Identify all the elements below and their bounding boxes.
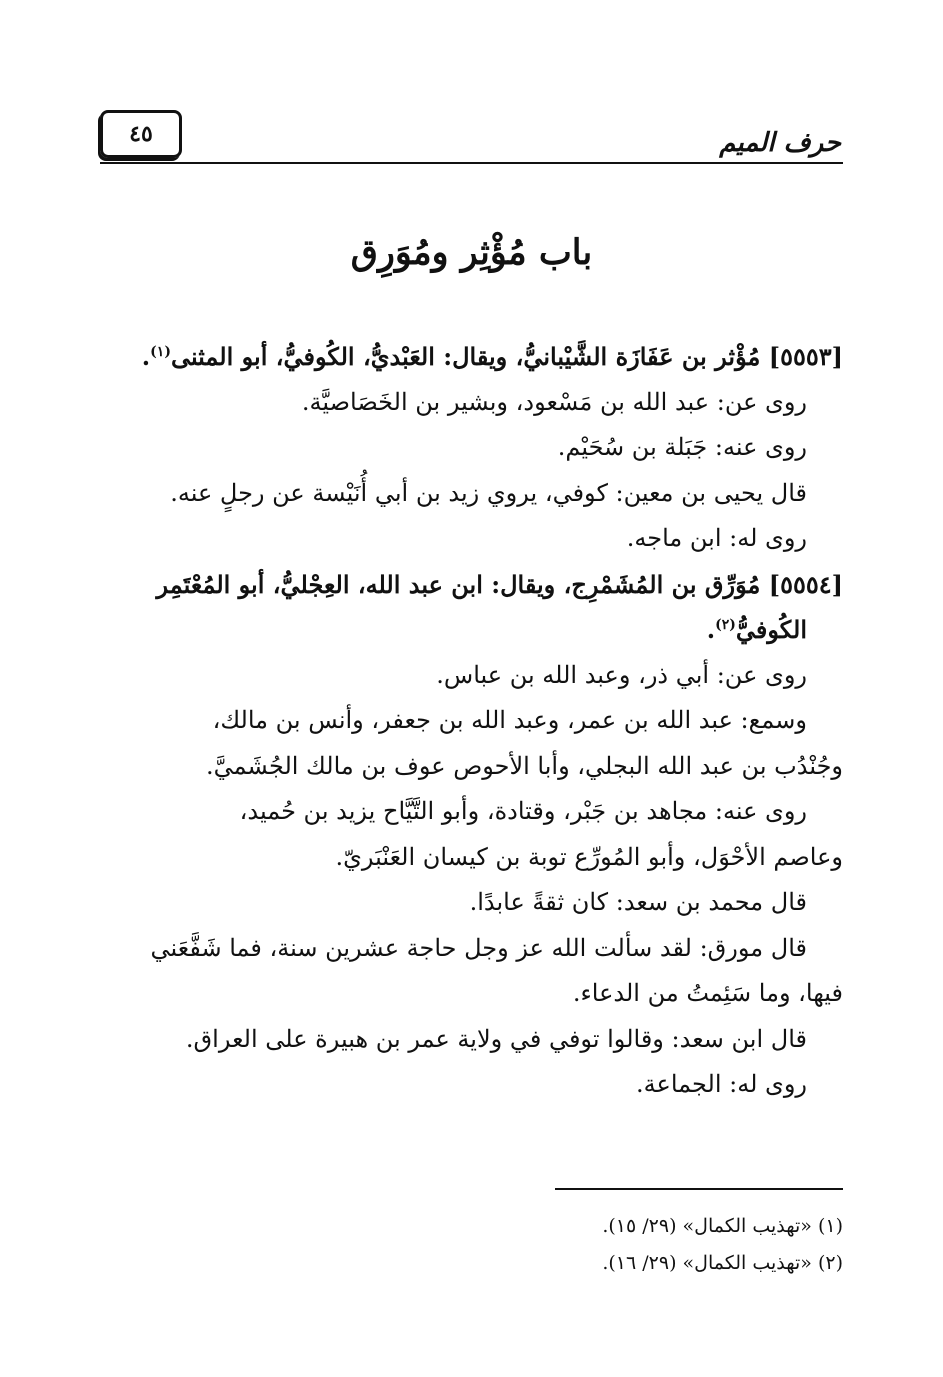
chapter-title: باب مُؤْثِر ومُوَرِق: [350, 232, 593, 273]
entry-heading-text: [٥٥٥٣] مُؤْثر بن عَفَازَة الشَّيْبانيُّ، ويقال: العَبْديُّ، الكُوفيُّ، أبو المثنى: [170, 342, 843, 371]
entry-heading: [100, 334, 843, 380]
header-rule: [100, 162, 843, 164]
text-line: روى له: ابن ماجه.: [626, 524, 807, 552]
text-line: روى عنه: مجاهد بن جَبْر، وقتادة، وأبو التَّيَّاح يزيد بن حُميد،: [239, 797, 807, 825]
footnotes: [100, 1208, 843, 1282]
text-line: قال ابن سعد: وقالوا توفي في ولاية عمر بن هبيرة على العراق.: [185, 1024, 807, 1053]
entry-heading-continued: [100, 607, 843, 653]
text-line: فيها، وما سَئِمتُ من الدعاء.: [572, 979, 843, 1007]
heading-end: .: [706, 615, 716, 644]
heading-end: .: [141, 342, 151, 371]
text-line: قال مورق: لقد سألت الله عز وجل حاجة عشرين سنة، فما شَفَّعَني: [150, 933, 807, 962]
footnote: (٢) «تهذيب الكمال» (٢٩/ ١٦).: [602, 1252, 843, 1274]
entry-heading-text: الكُوفيُّ: [735, 615, 807, 644]
text-line: روى عن: أبي ذر، وعبد الله بن عباس.: [436, 660, 807, 689]
text-line: قال يحيى بن معين: كوفي، يروي زيد بن أبي أُنَيْسة عن رجلٍ عنه.: [170, 478, 807, 507]
text-line: قال محمد بن سعد: كان ثقةً عابدًا.: [469, 888, 807, 916]
text-line: روى عنه: جَبَلة بن سُحَيْم.: [557, 433, 807, 461]
main-text: [100, 334, 843, 1108]
page-header: [100, 110, 843, 164]
running-title: حرف الميم: [719, 128, 841, 158]
page-number: ٤٥: [100, 110, 182, 158]
text-line: وعاصم الأحْوَل، وأبو المُورِّع توبة بن كيسان العَنْبَريّ.: [335, 842, 843, 871]
footnote-marker: (٢): [715, 617, 736, 633]
text-line: روى له: الجماعة.: [636, 1070, 807, 1098]
footnote: (١) «تهذيب الكمال» (٢٩/ ١٥).: [602, 1215, 843, 1237]
entry-heading: [٥٥٥٤] مُوَرِّق بن المُشَمْرِج، ويقال: ابن عبد الله، العِجْليُّ، أبو المُعْتَمِر: [156, 569, 843, 599]
footnote-rule: [555, 1188, 843, 1190]
footnote-marker: (١): [150, 344, 171, 360]
text-line: روى عن: عبد الله بن مَسْعود، وبشير بن الخَصَاصيَّة.: [301, 387, 807, 416]
text-line: وسمع: عبد الله بن عمر، وعبد الله بن جعفر، وأنس بن مالك،: [212, 706, 807, 734]
text-line: وجُنْدُب بن عبد الله البجلي، وأبا الأحوص عوف بن مالك الجُشَميَّ.: [206, 751, 843, 780]
